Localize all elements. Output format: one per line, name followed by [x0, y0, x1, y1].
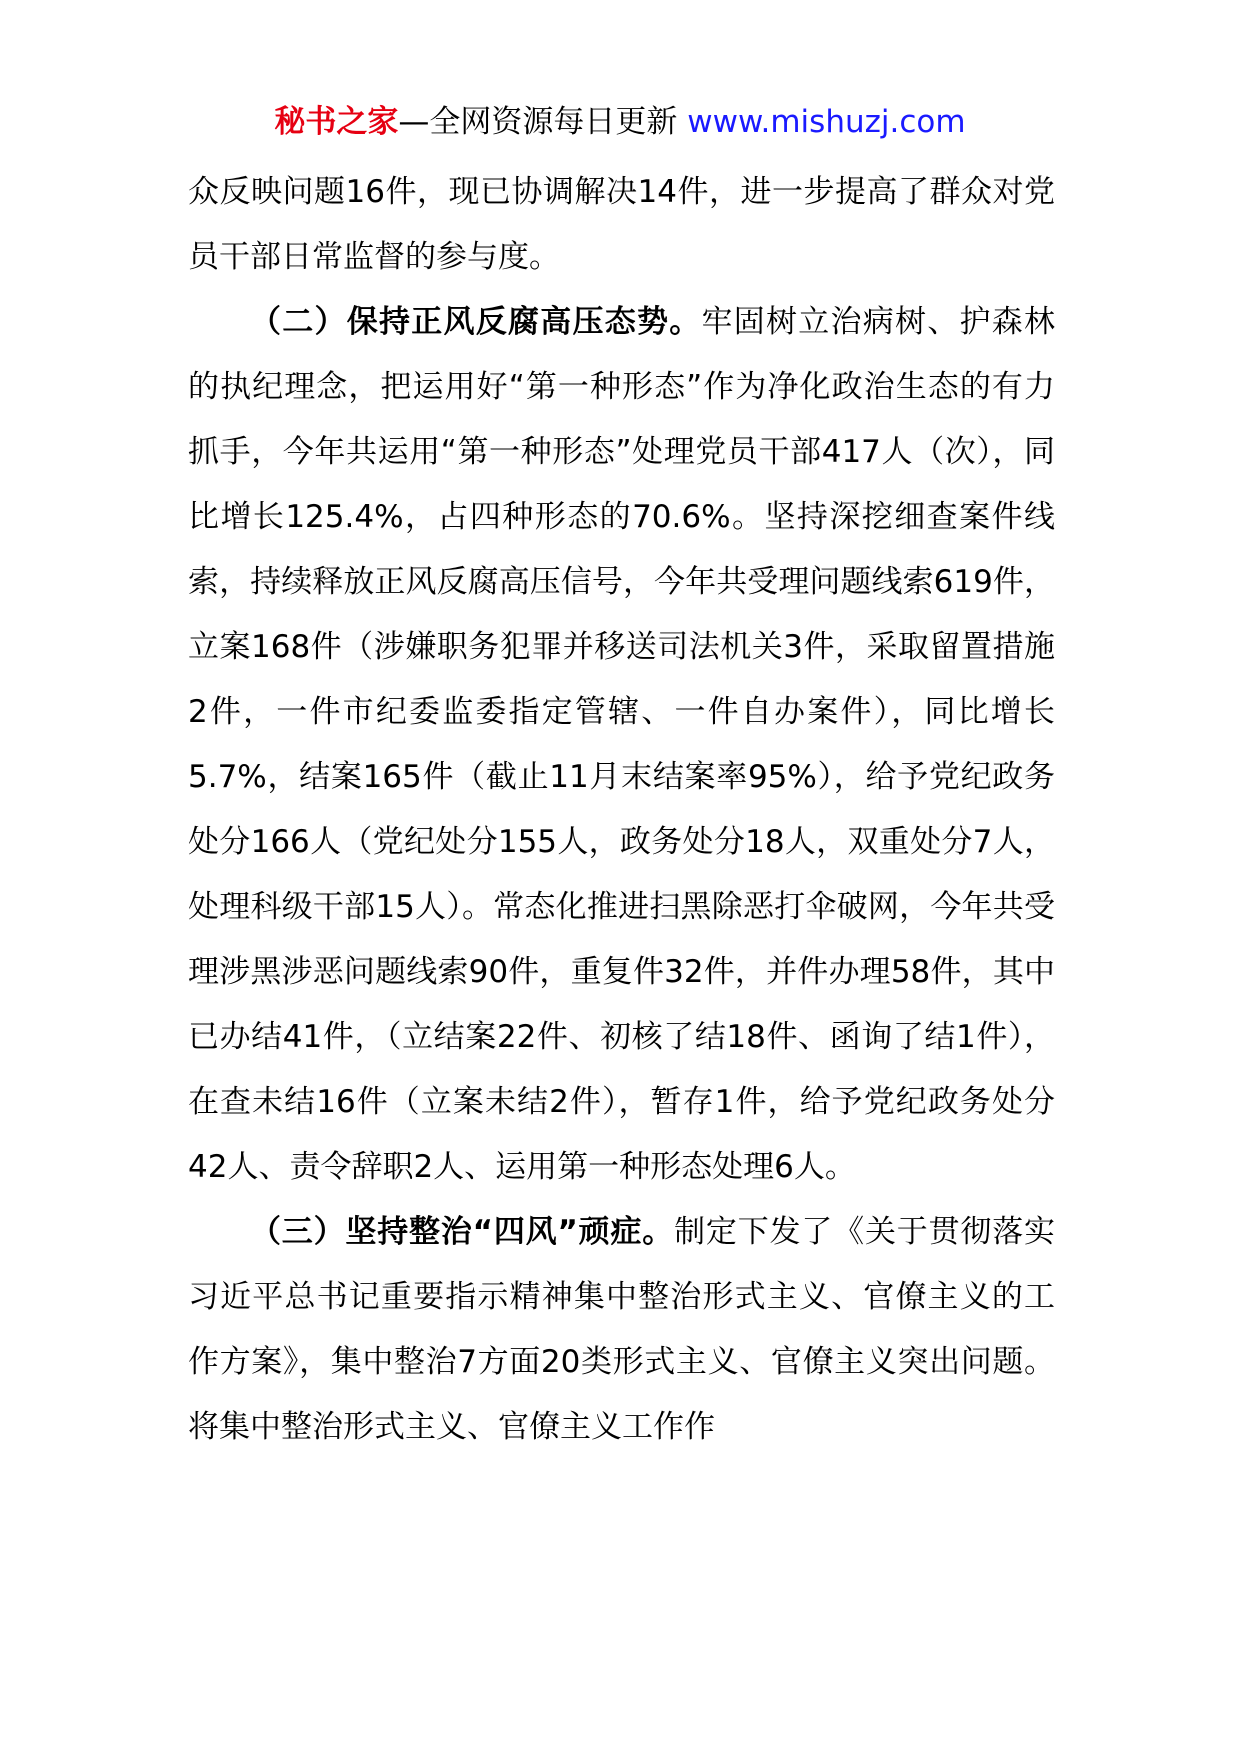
page-header	[0, 100, 1240, 144]
paragraph-continuation	[188, 160, 1055, 290]
paragraph-text: 牢固树立治病树、护森林的执纪理念，把运用好“第一种形态”作为净化政治生态的有力抓手，今年共运用“第一种形态”处理党员干部417人（次），同比增长125.4%，占四种形态的70.6%。坚持深挖细查案件线索，持续释放正风反腐高压信号，今年共受理问题线索619件，立案168件（涉嫌职务犯罪并移送司法机关3件，采取留置措施2件，一件市纪委监委指定管辖、一件自办案件），同比增长5.7%，结案165件（截止11月末结案率95%），给予党纪政务处分166人（党纪处分155人，政务处分18人，双重处分7人，处理科级干部15人）。常态化推进扫黑除恶打伞破网，今年共受理涉黑涉恶问题线索90件，重复件32件，并件办理58件，其中已办结41件，（立结案22件、初核了结18件、函询了结1件），在查未结16件（立案未结2件），暂存1件，给予党纪政务处分42人、责令辞职2人、运用第一种形态处理6人。	[188, 304, 1055, 1185]
header-slogan: —全网资源每日更新	[398, 104, 678, 140]
section-heading: （二）保持正风反腐高压态势。	[250, 304, 702, 340]
section-heading: （三）坚持整治“四风”顽症。	[250, 1214, 675, 1250]
paragraph-section-2	[188, 290, 1055, 1200]
paragraph-text: 众反映问题16件，现已协调解决14件，进一步提高了群众对党员干部日常监督的参与度。	[188, 174, 1055, 275]
paragraph-section-3	[188, 1200, 1055, 1460]
document-body	[188, 160, 1055, 1460]
header-url-link[interactable]: www.mishuzj.com	[687, 104, 966, 140]
paragraph-text: 制定下发了《关于贯彻落实习近平总书记重要指示精神集中整治形式主义、官僚主义的工作方案》，集中整治7方面20类形式主义、官僚主义突出问题。将集中整治形式主义、官僚主义工作作	[188, 1214, 1056, 1445]
header-brand: 秘书之家	[274, 104, 399, 140]
